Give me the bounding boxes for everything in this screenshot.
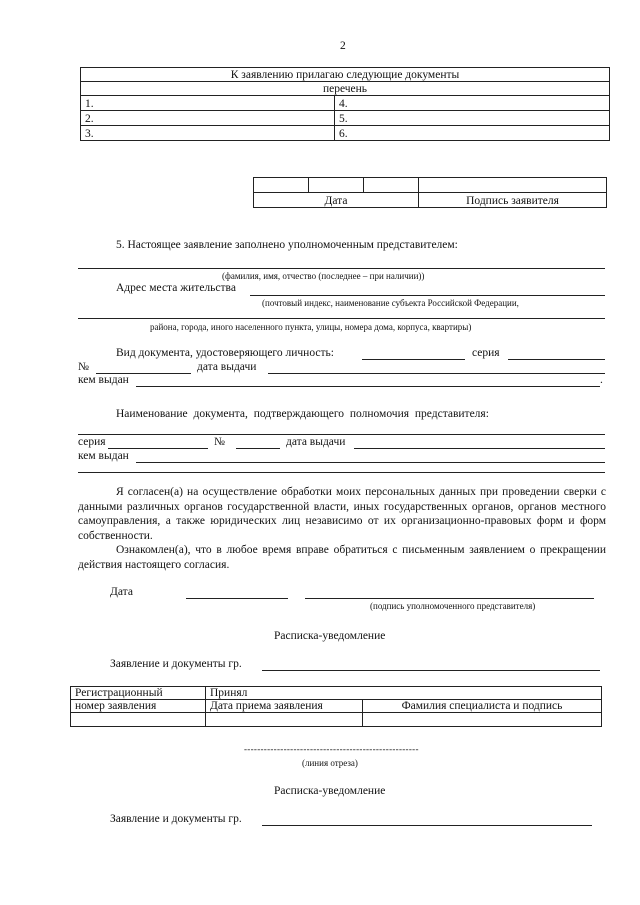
receipt-title-2: Расписка-уведомление: [274, 785, 386, 797]
representative-intro: 5. Настоящее заявление заполнено уполномоченным представителем:: [116, 239, 458, 251]
issue-date-field[interactable]: [268, 373, 605, 374]
number-field-2[interactable]: [236, 448, 280, 449]
number-label: №: [78, 361, 89, 373]
attachments-subheading: перечень: [81, 82, 610, 96]
attachment-row-right: 5.: [335, 111, 610, 126]
date-sign-box: [253, 177, 607, 208]
date-label: Дата: [254, 193, 419, 208]
receipt-date-cell[interactable]: [206, 713, 363, 727]
receipt-applicant-field-2[interactable]: [262, 825, 592, 826]
cut-line-caption: (линия отреза): [302, 758, 358, 768]
address-label: Адрес места жительства: [116, 282, 236, 294]
series-field[interactable]: [508, 359, 605, 360]
date-cell: [309, 178, 364, 193]
reg-number-label-2: номер заявления: [71, 700, 206, 713]
date-cell: [364, 178, 419, 193]
attachment-row-left: 3.: [81, 126, 335, 141]
consent-paragraph-1: Я согласен(а) на осуществление обработки моих персональных данных при проведении сверки с данными различных органов государственной власти, иных государственных органов, органов местного самоуправления, а также юридических лиц независимо от их организационно-правовых форм и форм собственности.: [78, 486, 606, 542]
receipt-table: [70, 686, 602, 727]
attachment-row-left: 2.: [81, 111, 335, 126]
receipt-docs-label: Заявление и документы гр.: [110, 658, 242, 670]
receipt-date-label: Дата приема заявления: [206, 700, 363, 713]
issue-date-label: дата выдачи: [197, 361, 257, 373]
receipt-applicant-field[interactable]: [262, 670, 600, 671]
cut-line: -----------------------------------------------------: [244, 744, 419, 754]
accepted-label: Принял: [206, 687, 602, 700]
series-field-2[interactable]: [108, 448, 208, 449]
attachment-row-left: 1.: [81, 96, 335, 111]
attachments-table: [80, 67, 610, 141]
issue-date-field-2[interactable]: [354, 448, 605, 449]
specialist-label: Фамилия специалиста и подпись: [363, 700, 602, 713]
signature-caption: (подпись уполномоченного представителя): [370, 601, 536, 611]
issued-by-label: кем выдан: [78, 374, 129, 386]
signature-cell: [419, 178, 607, 193]
issued-by-field-2b[interactable]: [78, 472, 605, 473]
address-field[interactable]: [250, 295, 605, 296]
reg-number-label-1: Регистрационный: [71, 687, 206, 700]
issued-by-field-2[interactable]: [136, 462, 605, 463]
issued-by-field[interactable]: [136, 386, 600, 387]
signature-date-field[interactable]: [186, 598, 288, 599]
address-caption-2: района, города, иного населенного пункта, улицы, номера дома, корпуса, квартиры): [150, 322, 472, 332]
id-doc-field[interactable]: [362, 359, 465, 360]
reg-number-cell[interactable]: [71, 713, 206, 727]
series-label: серия: [472, 347, 500, 359]
authority-doc-field[interactable]: [78, 434, 605, 435]
consent-paragraph-2: Ознакомлен(а), что в любое время вправе обратиться с письменным заявлением о прекращении действия настоящего согласия.: [78, 544, 606, 571]
fio-field[interactable]: [78, 268, 605, 269]
attachment-row-right: 4.: [335, 96, 610, 111]
authority-doc-label: Наименование документа, подтверждающего полномочия представителя:: [116, 408, 489, 420]
id-doc-label: Вид документа, удостоверяющего личность:: [116, 347, 334, 359]
attachment-row-right: 6.: [335, 126, 610, 141]
signature-field[interactable]: [305, 598, 594, 599]
issued-by-label-2: кем выдан: [78, 450, 129, 462]
series-label-2: серия: [78, 436, 106, 448]
page-number: 2: [340, 40, 346, 52]
address-field-2[interactable]: [78, 318, 605, 319]
address-caption-1: (почтовый индекс, наименование субъекта Российской Федерации,: [262, 298, 519, 308]
specialist-cell[interactable]: [363, 713, 602, 727]
period-mark: .: [600, 374, 603, 386]
signature-label: Подпись заявителя: [419, 193, 607, 208]
receipt-title: Расписка-уведомление: [274, 630, 386, 642]
signature-date-label: Дата: [110, 586, 133, 598]
receipt-docs-label-2: Заявление и документы гр.: [110, 813, 242, 825]
date-cell: [254, 178, 309, 193]
issue-date-label-2: дата выдачи: [286, 436, 346, 448]
number-label-2: №: [214, 436, 225, 448]
attachments-heading: К заявлению прилагаю следующие документы: [81, 68, 610, 82]
fio-caption: (фамилия, имя, отчество (последнее – при наличии)): [222, 271, 425, 281]
